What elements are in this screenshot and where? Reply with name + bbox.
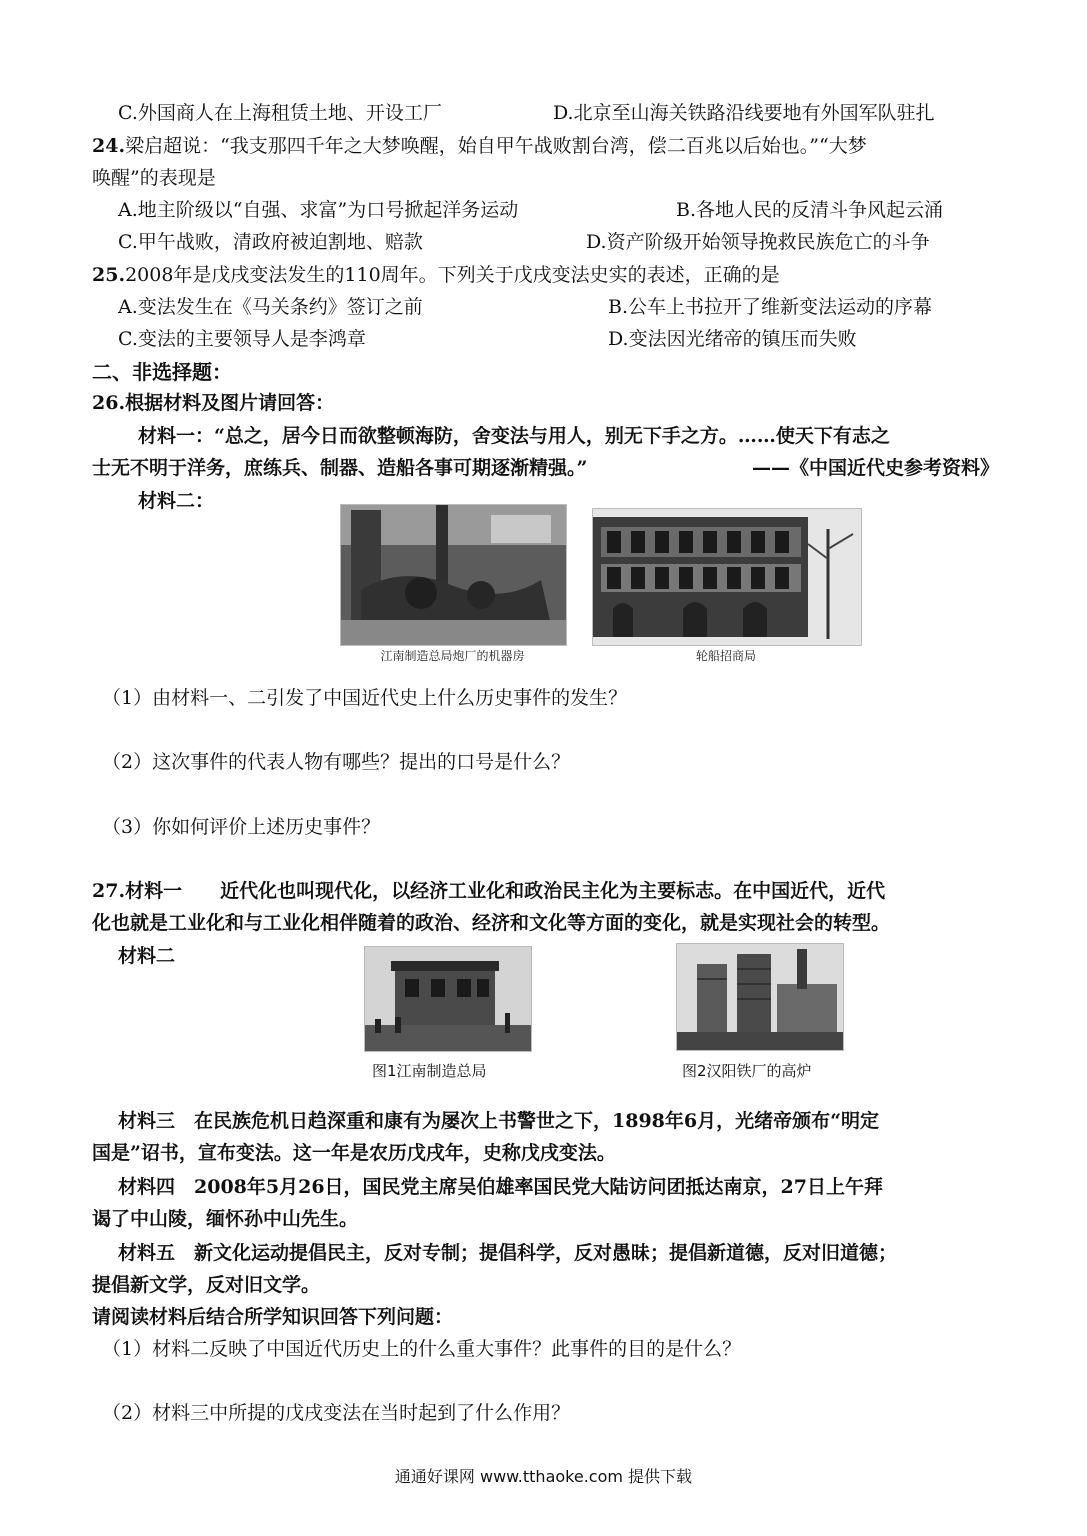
q27-material3-line2: 国是”诏书，宣布变法。这一年是农历戊戌年，史称戊戌变法。	[92, 1142, 616, 1164]
section2-title: 二、非选择题：	[92, 360, 232, 384]
q24-stem-line1: 梁启超说：“我支那四千年之大梦唤醒，始自甲午战败割台湾，偿二百兆以后始也。”“大梦	[125, 135, 867, 157]
q27-material4-line1: 材料四 2008年5月26日，国民党主席吴伯雄率国民党大陆访问团抵达南京，27日上午拜	[118, 1176, 883, 1198]
q25-option-c: C.变法的主要领导人是李鸿章	[118, 328, 366, 350]
q26-subquestion-2: （2）这次事件的代表人物有哪些？提出的口号是什么？	[102, 751, 571, 773]
q27-material1-line2: 化也就是工业化和与工业化相伴随着的政治、经济和文化等方面的变化，就是实现社会的转型。	[92, 912, 891, 934]
q26-image1-caption: 江南制造总局炮厂的机器房	[380, 649, 525, 663]
hanyang-ironworks-illustration	[677, 944, 843, 1050]
q27-material3-line1: 材料三 在民族危机日趋深重和康有为屡次上书警世之下，1898年6月，光绪帝颁布“明定	[118, 1110, 880, 1132]
q27-subquestion-1: （1）材料二反映了中国近代历史上的什么重大事件？此事件的目的是什么？	[102, 1338, 742, 1360]
page-footer: 通通好课网 www.tthaoke.com 提供下载	[394, 1467, 693, 1486]
q27-instruction: 请阅读材料后结合所学知识回答下列问题：	[92, 1306, 454, 1328]
q27-material1-text: 材料一 近代化也叫现代化，以经济工业化和政治民主化为主要标志。在中国近代，近代	[125, 880, 886, 902]
q27-image1-caption: 图1江南制造总局	[372, 1062, 487, 1080]
jiangnan-arsenal-photo	[364, 946, 532, 1052]
factory-machine-room-photo	[340, 504, 567, 646]
q26-image2-caption: 轮船招商局	[695, 649, 756, 663]
hanyang-ironworks-photo	[676, 943, 844, 1051]
q27-image2-caption: 图2汉阳铁厂的高炉	[682, 1062, 812, 1080]
factory-machine-room-illustration	[341, 505, 566, 645]
q25-option-b: B.公车上书拉开了维新变法运动的序幕	[608, 296, 933, 318]
q25-option-a: A.变法发生在《马关条约》签订之前	[118, 296, 423, 318]
q25-stem-text: 2008年是戊戌变法发生的110周年。下列关于戊戌变法史实的表述，正确的是	[125, 264, 780, 286]
q27-material5-line1: 材料五 新文化运动提倡民主，反对专制；提倡科学，反对愚昧；提倡新道德，反对旧道德；	[118, 1242, 898, 1264]
q24-option-d: D.资产阶级开始领导挽救民族危亡的斗争	[586, 231, 930, 253]
q23-option-c: C.外国商人在上海租赁土地、开设工厂	[118, 102, 442, 124]
q24-stem	[92, 133, 867, 159]
q27-number: 27.	[92, 880, 126, 902]
q23-option-d: D.北京至山海关铁路沿线要地有外国军队驻扎	[553, 102, 935, 124]
q24-option-b: B.各地人民的反清斗争风起云涌	[676, 199, 944, 221]
q26-title-text: 根据材料及图片请回答：	[125, 392, 335, 414]
q27-material4-line2: 谒了中山陵，缅怀孙中山先生。	[92, 1208, 359, 1230]
q24-option-a: A.地主阶级以“自强、求富”为口号掀起洋务运动	[118, 199, 519, 221]
merchants-bureau-illustration	[593, 509, 861, 645]
q27-material2-label: 材料二	[118, 945, 176, 967]
q24-number: 24.	[92, 135, 126, 157]
q26-number: 26.	[92, 392, 126, 414]
q26-subquestion-3: （3）你如何评价上述历史事件？	[102, 816, 381, 838]
q25-option-d: D.变法因光绪帝的镇压而失败	[608, 328, 857, 350]
q25-stem	[92, 262, 780, 288]
q26-material1-line2: 士无不明于洋务，庶练兵、制器、造船各事可期逐渐精强。”	[92, 457, 588, 479]
q24-stem-line2: 唤醒”的表现是	[92, 167, 216, 189]
q26-subquestion-1: （1）由材料一、二引发了中国近代史上什么历史事件的发生？	[102, 687, 628, 709]
q26-material1-source: ——《中国近代史参考资料》	[752, 457, 1000, 479]
q27-material5-line2: 提倡新文学，反对旧文学。	[92, 1274, 321, 1296]
q26-title	[92, 390, 334, 416]
q24-option-c: C.甲午战败，清政府被迫割地、赔款	[118, 231, 423, 253]
q27-material1-line1	[92, 878, 885, 904]
q27-subquestion-2: （2）材料三中所提的戊戌变法在当时起到了什么作用？	[102, 1402, 571, 1424]
q26-material2-label: 材料二：	[138, 490, 215, 512]
merchants-bureau-photo	[592, 508, 862, 646]
jiangnan-arsenal-illustration	[365, 947, 531, 1051]
q25-number: 25.	[92, 264, 126, 286]
q26-material1-line1: 材料一：“总之，居今日而欲整顿海防，舍变法与用人，别无下手之方。……使天下有志之	[138, 425, 890, 447]
